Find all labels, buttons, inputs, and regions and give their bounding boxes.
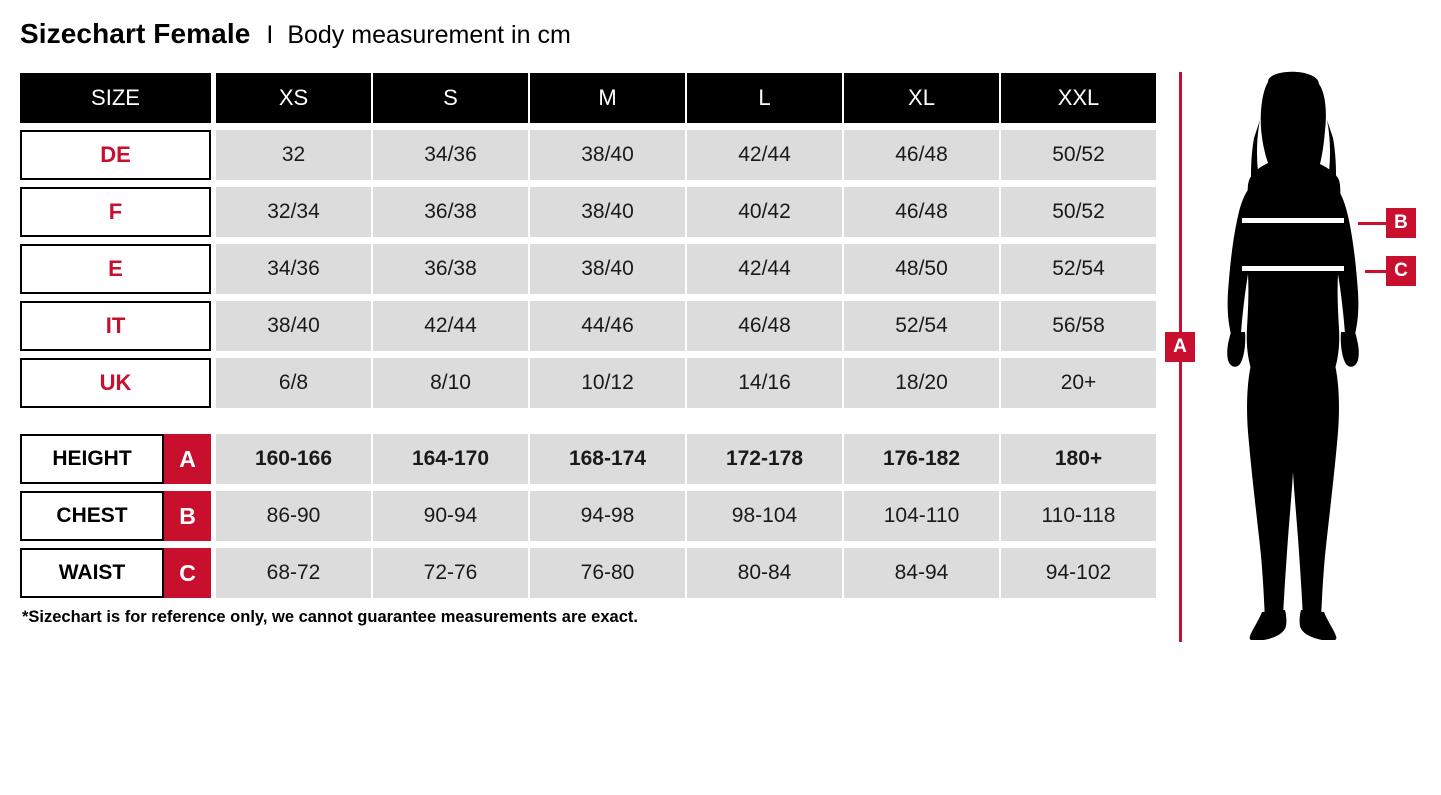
cell-it-l: 46/48 <box>687 301 842 351</box>
table-row <box>20 187 1159 237</box>
cell-chest-xxl: 110-118 <box>1001 491 1156 541</box>
table-row <box>20 130 1159 180</box>
cell-it-m: 44/46 <box>530 301 685 351</box>
footnote-text: *Sizechart is for reference only, we cannot guarantee measurements are exact. <box>22 608 638 626</box>
row-label-height <box>20 434 211 484</box>
cell-e-l: 42/44 <box>687 244 842 294</box>
figure-badge-b: B <box>1386 208 1416 238</box>
cell-chest-s: 90-94 <box>373 491 528 541</box>
row-label-e: E <box>20 244 211 294</box>
table-row <box>20 358 1159 408</box>
measurement-name-chest: CHEST <box>20 491 164 541</box>
cell-de-s: 34/36 <box>373 130 528 180</box>
cell-e-s: 36/38 <box>373 244 528 294</box>
cell-f-s: 36/38 <box>373 187 528 237</box>
cell-f-l: 40/42 <box>687 187 842 237</box>
cell-de-l: 42/44 <box>687 130 842 180</box>
body-measurement-figure <box>1160 60 1430 640</box>
cell-it-xxl: 56/58 <box>1001 301 1156 351</box>
cell-de-xxl: 50/52 <box>1001 130 1156 180</box>
cell-de-m: 38/40 <box>530 130 685 180</box>
page-title <box>20 18 571 50</box>
figure-badge-a: A <box>1165 332 1195 362</box>
measurement-name-height: HEIGHT <box>20 434 164 484</box>
table-row <box>20 548 1159 598</box>
sizechart-table <box>20 73 1159 605</box>
cell-f-xxl: 50/52 <box>1001 187 1156 237</box>
cell-chest-m: 94-98 <box>530 491 685 541</box>
table-row <box>20 434 1159 484</box>
cell-de-xs: 32 <box>216 130 371 180</box>
table-row <box>20 301 1159 351</box>
female-body-silhouette-icon <box>1198 60 1388 640</box>
cell-f-xs: 32/34 <box>216 187 371 237</box>
cell-waist-xl: 84-94 <box>844 548 999 598</box>
cell-it-xs: 38/40 <box>216 301 371 351</box>
cell-f-m: 38/40 <box>530 187 685 237</box>
cell-chest-l: 98-104 <box>687 491 842 541</box>
cell-height-xxl: 180+ <box>1001 434 1156 484</box>
cell-e-xs: 34/36 <box>216 244 371 294</box>
header-size-s: S <box>373 73 528 123</box>
row-label-de: DE <box>20 130 211 180</box>
cell-uk-xxl: 20+ <box>1001 358 1156 408</box>
cell-uk-xl: 18/20 <box>844 358 999 408</box>
title-separator: I <box>266 21 274 49</box>
cell-height-m: 168-174 <box>530 434 685 484</box>
title-subtitle: Body measurement in cm <box>287 21 571 49</box>
cell-e-xl: 48/50 <box>844 244 999 294</box>
table-header-row <box>20 73 1159 123</box>
header-size-l: L <box>687 73 842 123</box>
row-label-it: IT <box>20 301 211 351</box>
cell-height-l: 172-178 <box>687 434 842 484</box>
header-size-xl: XL <box>844 73 999 123</box>
row-label-chest <box>20 491 211 541</box>
cell-waist-xxl: 94-102 <box>1001 548 1156 598</box>
row-label-f: F <box>20 187 211 237</box>
measurement-badge-c: C <box>164 548 211 598</box>
cell-e-xxl: 52/54 <box>1001 244 1156 294</box>
header-size-m: M <box>530 73 685 123</box>
title-main: Sizechart Female <box>20 18 251 49</box>
header-size-label: SIZE <box>20 73 211 123</box>
cell-uk-xs: 6/8 <box>216 358 371 408</box>
measurement-badge-a: A <box>164 434 211 484</box>
cell-uk-l: 14/16 <box>687 358 842 408</box>
row-label-waist <box>20 548 211 598</box>
cell-waist-xs: 68-72 <box>216 548 371 598</box>
cell-height-xs: 160-166 <box>216 434 371 484</box>
cell-e-m: 38/40 <box>530 244 685 294</box>
cell-waist-s: 72-76 <box>373 548 528 598</box>
cell-de-xl: 46/48 <box>844 130 999 180</box>
table-row <box>20 491 1159 541</box>
header-size-xs: XS <box>216 73 371 123</box>
cell-chest-xl: 104-110 <box>844 491 999 541</box>
row-label-uk: UK <box>20 358 211 408</box>
cell-f-xl: 46/48 <box>844 187 999 237</box>
cell-uk-s: 8/10 <box>373 358 528 408</box>
cell-height-xl: 176-182 <box>844 434 999 484</box>
cell-waist-l: 80-84 <box>687 548 842 598</box>
cell-waist-m: 76-80 <box>530 548 685 598</box>
table-row <box>20 244 1159 294</box>
cell-it-s: 42/44 <box>373 301 528 351</box>
cell-chest-xs: 86-90 <box>216 491 371 541</box>
cell-height-s: 164-170 <box>373 434 528 484</box>
header-size-xxl: XXL <box>1001 73 1156 123</box>
measurement-badge-b: B <box>164 491 211 541</box>
cell-it-xl: 52/54 <box>844 301 999 351</box>
figure-badge-c: C <box>1386 256 1416 286</box>
cell-uk-m: 10/12 <box>530 358 685 408</box>
measurement-name-waist: WAIST <box>20 548 164 598</box>
